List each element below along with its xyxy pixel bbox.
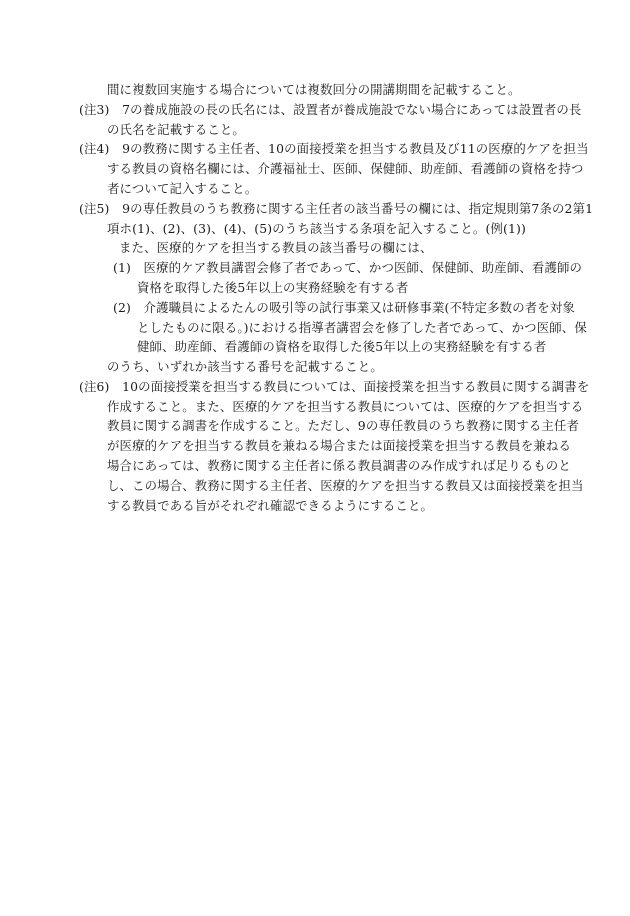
note6-line-5: 場合にあっては、教務に関する主任者に係る教員調書のみ作成すれば足りるものと (107, 458, 571, 473)
note6-line-7: する教員である旨がそれぞれ確認できるようにすること。 (107, 498, 434, 513)
note5-item2-line-1: (2) 介護職員によるたんの吸引等の試行事業又は研修事業(不特定多数の者を対象 (113, 300, 575, 315)
note5-line-last: のうち、いずれか該当する番号を記載すること。 (107, 359, 383, 374)
note6-line-1: (注6) 10の面接授業を担当する教員については、面接授業を担当する教員に関する調書を (79, 379, 590, 394)
note5-item1-line-2: 資格を取得した後5年以上の実務経験を有する者 (137, 280, 409, 295)
note6-line-2: 作成すること。また、医療的ケアを担当する教員については、医療的ケアを担当する (107, 399, 584, 414)
note3-line-2: の氏名を記載すること。 (107, 122, 245, 137)
note6-line-4: が医療的ケアを担当する教員を兼ねる場合または面接授業を担当する教員を兼ねる (107, 438, 572, 453)
note6-line-3: 教員に関する調書を作成すること。ただし、9の専任教員のうち教務に関する主任者 (107, 418, 580, 433)
note4-line-2: する教員の資格名欄には、介護福祉士、医師、保健師、助産師、看護師の資格を持つ (107, 161, 584, 176)
note5-line-2: 項ホ(1)、(2)、(3)、(4)、(5)のうち該当する条項を記入すること。(例(1)) (107, 221, 526, 236)
note4-line-1: (注4) 9の教務に関する主任者、10の面接授業を担当する教員及び11の医療的ケアを担当 (79, 141, 589, 156)
note5-item2-line-3: 健師、助産師、看護師の資格を取得した後5年以上の実務経験を有する者 (137, 339, 547, 354)
note2-continuation-line: 間に複数回実施する場合については複数回分の開講期間を記載すること。 (107, 82, 521, 97)
note5-item2-line-2: としたものに限る。)における指導者講習会を修了した者であって、かつ医師、保 (137, 320, 587, 335)
note4-line-3: 者について記入すること。 (107, 181, 258, 196)
note6-line-6: し、この場合、教務に関する主任者、医療的ケアを担当する教員又は面接授業を担当 (107, 478, 584, 493)
note5-line-3: また、医療的ケアを担当する教員の該当番号の欄には、 (119, 240, 433, 255)
note5-line-1: (注5) 9の専任教員のうち教務に関する主任者の該当番号の欄には、指定規則第7条の2第1 (79, 201, 594, 216)
note3-line-1: (注3) 7の養成施設の長の氏名には、設置者が養成施設でない場合にあっては設置者の長 (79, 102, 582, 117)
note5-item1-line-1: (1) 医療的ケア教員講習会修了者であって、かつ医師、保健師、助産師、看護師の (113, 260, 583, 275)
